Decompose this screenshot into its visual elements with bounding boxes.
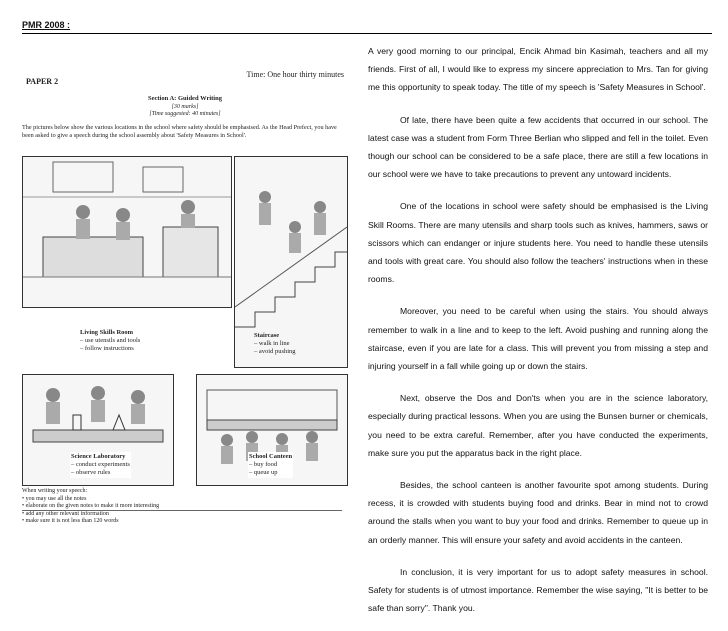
instruction-item: add any other relevant information [25, 510, 109, 517]
time-suggested: [Time suggested: 40 minutes] [149, 111, 221, 117]
speech-paragraph: Of late, there have been quite a few accidents that occurred in our school. The latest case was a student from Form Three Berlian who slipped and fell in the toilet. Even though our school can be considered to be a safe place, there are still a few locations in our school were we have to take precautions to prevent any untoward incidents. [368, 114, 708, 180]
caption-science-lab: Science Laboratory – conduct experiments – observe rules [70, 452, 131, 478]
speech-paragraph: Next, observe the Dos and Don'ts when you are in the science laboratory, especially during practical lessons. When you are using the Bunsen burner or chemicals, you need to be extra careful. Remember, after you have conducted the experiments, make sure you put the apparatus back in the right place. [368, 393, 708, 458]
instruction-item: you may use all the notes [25, 495, 87, 502]
panel-title: Science Laboratory [71, 453, 126, 460]
panel-title: Staircase [254, 332, 280, 339]
panel-note: queue up [253, 469, 278, 477]
scan-bottom-rule [22, 510, 342, 511]
question-intro: The pictures below show the various locations in the school where safety should be emphasised. As the Head Prefect, you have been asked to give a speech during the school assembly about 'Safety Measures in School'. [22, 124, 337, 140]
speech-paragraph: In conclusion, it is very important for us to adopt safety measures in school. Safety for students is of utmost importance. Remember the wise saying, "It is better to be safe than sorry". Thank you. [368, 566, 708, 614]
paper-label: PAPER 2 [26, 77, 59, 86]
speech-paragraph: Besides, the school canteen is another favourite spot among students. During recess, it is crowded with students buying food and drinks. Bear in mind not to crowd around the stalls when you want to buy your food and drinks. Remember to queue up in an orderly manner. This will ensure your safety and avoid accidents in the canteen. [368, 480, 708, 545]
panel-title: Living Skills Room [80, 329, 134, 336]
instruction-item: make sure it is not less than 120 words [25, 518, 119, 524]
section-title: Section A: Guided Writing [148, 95, 222, 102]
exam-page-scan [18, 52, 352, 524]
marks-label: [30 marks] [171, 104, 199, 110]
panel-note: use utensils and tools [84, 337, 141, 345]
speech-paragraph: Moreover, you need to be careful when using the stairs. You should always remember to walk in a line and to keep to the left. Avoid pushing and running along the staircase, even if you are late for a class. This will prevent you from missing a step and injuring yourself in a fall while going up or down the stairs. [368, 306, 708, 372]
caption-canteen: School Canteen – buy food – queue up [248, 452, 293, 478]
living-skills-illustration [22, 156, 232, 308]
speech-paragraph: A very good morning to our principal, Encik Ahmad bin Kasimah, teachers and all my friends. First of all, I would like to express my sincere appreciation to Mrs. Tan for giving me this opportunity to speak today. The title of my speech is 'Safety Measures in School'. [368, 46, 708, 93]
time-label: Time: One hour thirty minutes [246, 70, 344, 79]
panel-note: avoid pushing [258, 348, 296, 356]
panel-note: observe rules [75, 469, 111, 477]
panel-note: walk in line [258, 340, 290, 348]
instructions-head: When writing your speech: [22, 488, 88, 494]
instruction-item: elaborate on the given notes to make it more interesting [25, 503, 160, 509]
panel-note: follow instructions [84, 345, 134, 353]
panel-note: conduct experiments [75, 461, 130, 469]
header-label: PMR 2008 : [22, 20, 71, 30]
caption-staircase: Staircase – walk in line – avoid pushing [254, 332, 296, 356]
speech-paragraph: One of the locations in school were safety should be emphasised is the Living Skill Rooms. There are many utensils and sharp tools such as knives, hammers, saws or scissors which can endanger or injure students here. You need to handle these utensils and tools with great care. You should also follow the teachers' instructions when in these rooms. [368, 201, 708, 285]
speech-text [368, 42, 708, 631]
caption-living-skills: Living Skills Room – use utensils and tools – follow instructions [80, 329, 141, 353]
panel-title: School Canteen [249, 453, 293, 460]
header-rule [22, 33, 712, 34]
panel-note: buy food [253, 461, 278, 469]
writing-instructions: When writing your speech: • you may use all the notes • elaborate on the given notes to make it more interesting • add any other relevant information • make sure it is not less than 120 words [22, 488, 160, 524]
